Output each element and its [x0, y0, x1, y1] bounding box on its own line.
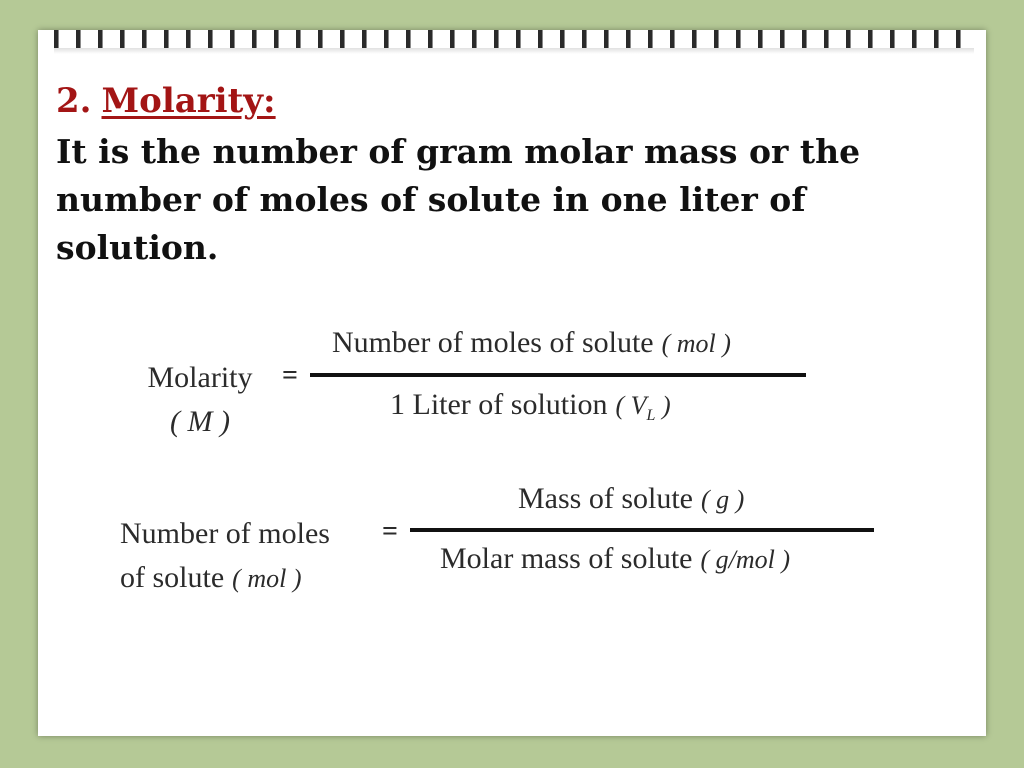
molarity-lhs-label: Molarity — [147, 361, 253, 394]
moles-lhs-line2: of solute ( mol ) — [120, 561, 302, 594]
moles-denominator-text: Molar mass of solute — [440, 542, 693, 575]
molarity-equals: = — [282, 360, 298, 391]
moles-lhs-line1: Number of moles — [120, 517, 330, 550]
moles-numerator-text: Mass of solute — [518, 482, 693, 515]
molarity-numerator-text: Number of moles of solute — [332, 326, 654, 359]
moles-denominator-unit: ( g/mol ) — [700, 545, 791, 574]
molarity-denominator-unit: ( $V_L$ ) — [615, 391, 671, 425]
moles-equals: = — [382, 516, 398, 547]
moles-denominator — [440, 542, 790, 576]
heading-number: 2. — [56, 81, 92, 121]
molarity-lhs-symbol: ( M ) — [170, 405, 230, 438]
heading-title: Molarity: — [101, 81, 276, 121]
moles-numerator — [518, 482, 744, 516]
moles-numerator-unit: ( g ) — [701, 485, 745, 514]
moles-lhs — [120, 512, 330, 601]
molarity-numerator-unit: ( mol ) — [661, 329, 731, 358]
molarity-denominator-text: 1 Liter of solution — [390, 388, 608, 421]
moles-fraction-bar — [410, 528, 874, 532]
moles-formula — [38, 30, 986, 736]
slide-paper — [38, 30, 986, 736]
definition-text: It is the number of gram molar mass or the number of moles of solute in one liter of solution. — [56, 132, 861, 267]
moles-lhs-unit: ( mol ) — [232, 564, 302, 593]
